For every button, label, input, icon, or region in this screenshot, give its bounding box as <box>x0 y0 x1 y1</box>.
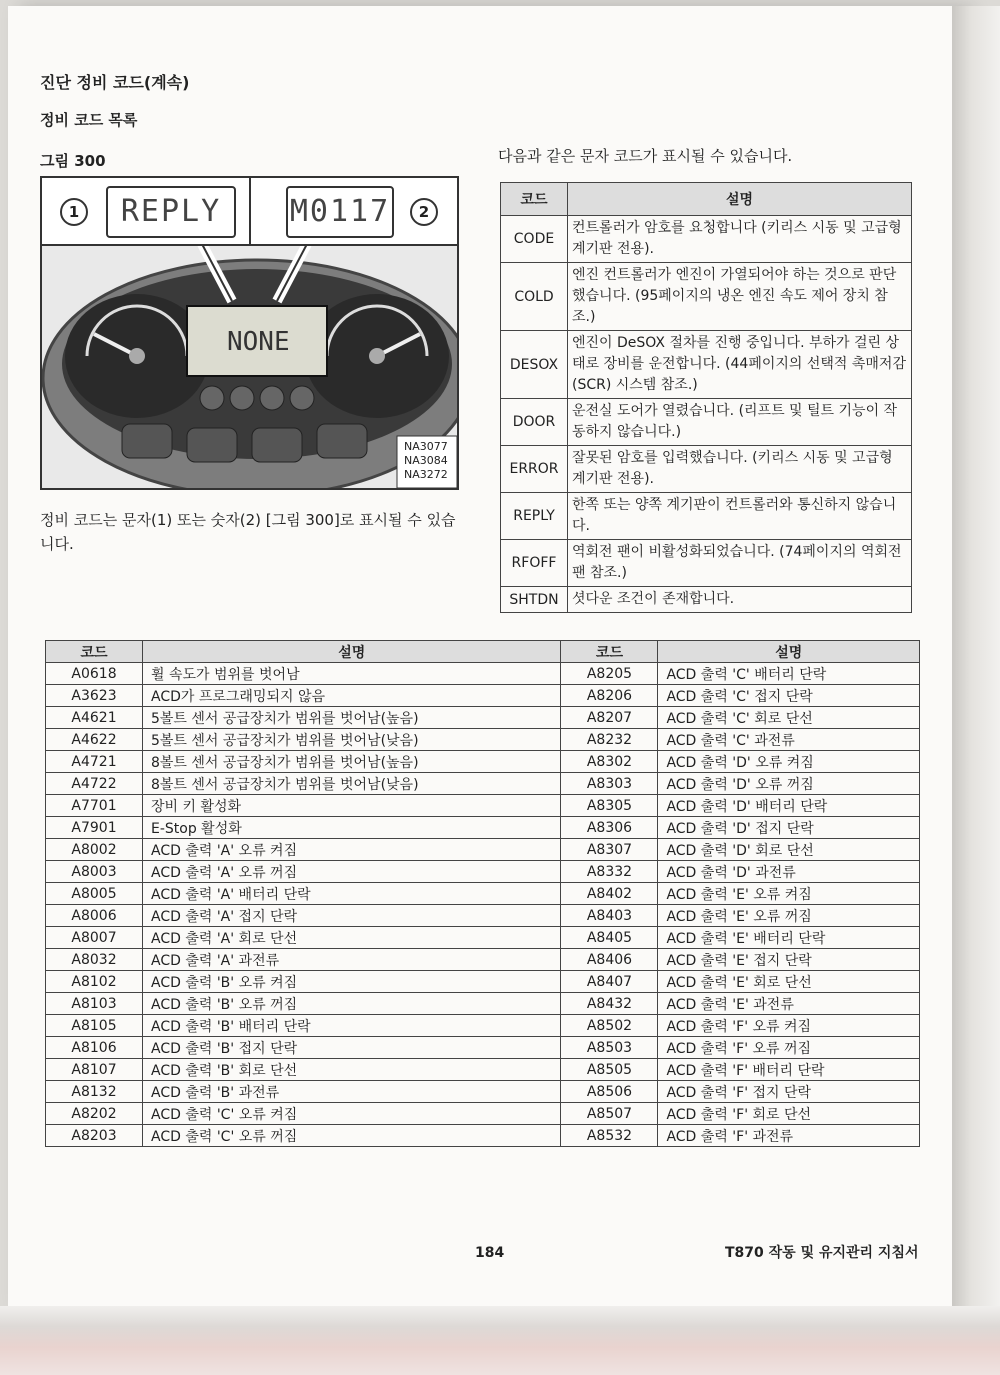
description-cell: 장비 키 활성화 <box>143 795 561 817</box>
description-cell: ACD 출력 'B' 접지 단락 <box>143 1037 561 1059</box>
code-cell: A4622 <box>46 729 143 751</box>
section-subtitle: 정비 코드 목록 <box>40 111 138 129</box>
table-row <box>501 216 912 263</box>
code-cell: A8207 <box>561 707 658 729</box>
description-cell: ACD 출력 'E' 배터리 단락 <box>658 927 920 949</box>
table-row <box>46 1015 920 1037</box>
svg-text:NONE: NONE <box>227 327 290 357</box>
table-row <box>46 927 920 949</box>
table-row <box>46 1037 920 1059</box>
description-cell: 8볼트 센서 공급장치가 범위를 벗어남(높음) <box>143 751 561 773</box>
code-cell: ERROR <box>501 446 568 493</box>
code-cell: A8406 <box>561 949 658 971</box>
description-cell: ACD 출력 'F' 회로 단선 <box>658 1103 920 1125</box>
code-cell: A8507 <box>561 1103 658 1125</box>
description-cell: ACD 출력 'E' 오류 꺼짐 <box>658 905 920 927</box>
code-cell: A4722 <box>46 773 143 795</box>
code-cell: A8032 <box>46 949 143 971</box>
instrument-panel-photo <box>42 246 457 488</box>
code-cell: A8506 <box>561 1081 658 1103</box>
code-cell: REPLY <box>501 493 568 540</box>
code-cell: A4721 <box>46 751 143 773</box>
column-header-code: 코드 <box>46 641 143 663</box>
code-cell: A8303 <box>561 773 658 795</box>
table-row <box>501 263 912 331</box>
code-cell: A8202 <box>46 1103 143 1125</box>
table-row <box>46 1103 920 1125</box>
code-cell: A8006 <box>46 905 143 927</box>
description-cell: ACD 출력 'B' 배터리 단락 <box>143 1015 561 1037</box>
svg-text:NA3272: NA3272 <box>404 468 448 481</box>
description-cell: ACD 출력 'A' 과전류 <box>143 949 561 971</box>
code-cell: A8205 <box>561 663 658 685</box>
description-cell: ACD 출력 'D' 오류 꺼짐 <box>658 773 920 795</box>
description-cell: 역회전 팬이 비활성화되었습니다. (74페이지의 역회전 팬 참조.) <box>568 540 912 587</box>
table-row <box>46 839 920 861</box>
code-cell: A8332 <box>561 861 658 883</box>
table-row <box>501 446 912 493</box>
table-row <box>46 663 920 685</box>
description-cell: ACD 출력 'C' 회로 단선 <box>658 707 920 729</box>
table-row <box>501 540 912 587</box>
description-cell: ACD 출력 'B' 회로 단선 <box>143 1059 561 1081</box>
description-cell: ACD 출력 'F' 과전류 <box>658 1125 920 1147</box>
description-cell: ACD 출력 'D' 회로 단선 <box>658 839 920 861</box>
description-cell: ACD 출력 'C' 접지 단락 <box>658 685 920 707</box>
figure-divider <box>249 178 251 244</box>
description-cell: 컨트롤러가 암호를 요청합니다 (키리스 시동 및 고급형 계기판 전용). <box>568 216 912 263</box>
callout-2-icon: 2 <box>410 198 438 226</box>
code-cell: CODE <box>501 216 568 263</box>
description-cell: 엔진이 DeSOX 절차를 진행 중입니다. 부하가 걸린 상태로 장비를 운전합니다. (44페이지의 선택적 촉매저감(SCR) 시스템 참조.) <box>568 331 912 399</box>
figure-note: 정비 코드는 문자(1) 또는 숫자(2) [그림 300]로 표시될 수 있습니다. <box>40 511 456 553</box>
description-cell: 8볼트 센서 공급장치가 범위를 벗어남(낮음) <box>143 773 561 795</box>
code-cell: A8405 <box>561 927 658 949</box>
code-cell: A8003 <box>46 861 143 883</box>
description-cell: ACD 출력 'D' 배터리 단락 <box>658 795 920 817</box>
table-row <box>501 587 912 613</box>
description-cell: ACD 출력 'D' 오류 켜짐 <box>658 751 920 773</box>
code-cell: A8305 <box>561 795 658 817</box>
callout-1-icon: 1 <box>60 198 88 226</box>
code-cell: A8132 <box>46 1081 143 1103</box>
description-cell: ACD 출력 'E' 회로 단선 <box>658 971 920 993</box>
code-cell: A8005 <box>46 883 143 905</box>
description-cell: ACD 출력 'B' 과전류 <box>143 1081 561 1103</box>
description-cell: ACD 출력 'F' 접지 단락 <box>658 1081 920 1103</box>
column-header-code: 코드 <box>561 641 658 663</box>
table-row <box>46 905 920 927</box>
table-row <box>46 751 920 773</box>
text-code-table <box>500 182 912 613</box>
code-cell: A7901 <box>46 817 143 839</box>
description-cell: ACD 출력 'C' 과전류 <box>658 729 920 751</box>
page-number: 184 <box>475 1245 505 1261</box>
description-cell: ACD 출력 'F' 오류 꺼짐 <box>658 1037 920 1059</box>
page-bottom-edge <box>0 1306 1000 1375</box>
code-cell: A8232 <box>561 729 658 751</box>
table-row <box>46 861 920 883</box>
code-cell: A8103 <box>46 993 143 1015</box>
description-cell: 엔진 컨트롤러가 엔진이 가열되어야 하는 것으로 판단했습니다. (95페이지의 냉온 엔진 속도 제어 장치 참조.) <box>568 263 912 331</box>
code-cell: A8307 <box>561 839 658 861</box>
table-header-row <box>501 183 912 216</box>
description-cell: ACD가 프로그래밍되지 않음 <box>143 685 561 707</box>
table-row <box>46 773 920 795</box>
code-cell: A8503 <box>561 1037 658 1059</box>
description-cell: ACD 출력 'E' 오류 켜짐 <box>658 883 920 905</box>
description-cell: 잘못된 암호를 입력했습니다. (키리스 시동 및 고급형 계기판 전용). <box>568 446 912 493</box>
table-row <box>46 1059 920 1081</box>
description-cell: ACD 출력 'A' 배터리 단락 <box>143 883 561 905</box>
instrument-panel-figure <box>40 176 459 490</box>
description-cell: ACD 출력 'A' 오류 켜짐 <box>143 839 561 861</box>
svg-text:NA3077: NA3077 <box>404 440 448 453</box>
lcd-alpha-display: REPLY <box>106 186 236 238</box>
description-cell: 휠 속도가 범위를 벗어남 <box>143 663 561 685</box>
code-cell: A8102 <box>46 971 143 993</box>
code-cell: A8407 <box>561 971 658 993</box>
table-row <box>46 1125 920 1147</box>
description-cell: ACD 출력 'A' 오류 꺼짐 <box>143 861 561 883</box>
code-cell: A8106 <box>46 1037 143 1059</box>
table-header-row <box>46 641 920 663</box>
code-cell: RFOFF <box>501 540 568 587</box>
intro-text: 다음과 같은 문자 코드가 표시될 수 있습니다. <box>498 147 793 165</box>
table-row <box>46 707 920 729</box>
table-row <box>46 1081 920 1103</box>
lcd-numeric-display: M0117 <box>286 186 394 238</box>
description-cell: ACD 출력 'E' 과전류 <box>658 993 920 1015</box>
table-row <box>46 971 920 993</box>
description-cell: ACD 출력 'F' 오류 켜짐 <box>658 1015 920 1037</box>
code-cell: A8532 <box>561 1125 658 1147</box>
description-cell: 셧다운 조건이 존재합니다. <box>568 587 912 613</box>
column-header-code: 코드 <box>501 183 568 216</box>
code-cell: A8502 <box>561 1015 658 1037</box>
table-row <box>46 883 920 905</box>
description-cell: ACD 출력 'E' 접지 단락 <box>658 949 920 971</box>
code-cell: A8206 <box>561 685 658 707</box>
table-row <box>46 949 920 971</box>
description-cell: ACD 출력 'C' 배터리 단락 <box>658 663 920 685</box>
description-cell: 운전실 도어가 열렸습니다. (리프트 및 틸트 기능이 작동하지 않습니다.) <box>568 399 912 446</box>
code-cell: A7701 <box>46 795 143 817</box>
description-cell: ACD 출력 'A' 접지 단락 <box>143 905 561 927</box>
description-cell: 5볼트 센서 공급장치가 범위를 벗어남(높음) <box>143 707 561 729</box>
page-binding-shadow <box>952 6 1000 1306</box>
figure-label: 그림 300 <box>40 152 106 170</box>
description-cell: 한쪽 또는 양쪽 계기판이 컨트롤러와 통신하지 않습니다. <box>568 493 912 540</box>
description-cell: ACD 출력 'D' 접지 단락 <box>658 817 920 839</box>
description-cell: ACD 출력 'A' 회로 단선 <box>143 927 561 949</box>
description-cell: E-Stop 활성화 <box>143 817 561 839</box>
table-row <box>46 817 920 839</box>
code-cell: A8107 <box>46 1059 143 1081</box>
service-code-table <box>45 640 920 1147</box>
description-cell: ACD 출력 'C' 오류 꺼짐 <box>143 1125 561 1147</box>
code-cell: A8306 <box>561 817 658 839</box>
column-header-desc: 설명 <box>658 641 920 663</box>
code-cell: A8105 <box>46 1015 143 1037</box>
column-header-desc: 설명 <box>568 183 912 216</box>
description-cell: ACD 출력 'B' 오류 켜짐 <box>143 971 561 993</box>
instrument-panel-illustration <box>42 246 457 488</box>
table-row <box>46 685 920 707</box>
code-cell: A0618 <box>46 663 143 685</box>
description-cell: ACD 출력 'C' 오류 켜짐 <box>143 1103 561 1125</box>
figure-callout-strip <box>42 178 457 246</box>
table-row <box>501 493 912 540</box>
code-cell: A8403 <box>561 905 658 927</box>
code-cell: A8432 <box>561 993 658 1015</box>
code-cell: A8402 <box>561 883 658 905</box>
code-cell: DESOX <box>501 331 568 399</box>
manual-title: T870 작동 및 유지관리 지침서 <box>725 1245 919 1261</box>
code-cell: A8002 <box>46 839 143 861</box>
code-cell: A4621 <box>46 707 143 729</box>
description-cell: 5볼트 센서 공급장치가 범위를 벗어남(낮음) <box>143 729 561 751</box>
column-header-desc: 설명 <box>143 641 561 663</box>
code-cell: A8505 <box>561 1059 658 1081</box>
svg-text:NA3084: NA3084 <box>404 454 448 467</box>
code-cell: A8007 <box>46 927 143 949</box>
code-cell: A8203 <box>46 1125 143 1147</box>
code-cell: A3623 <box>46 685 143 707</box>
description-cell: ACD 출력 'D' 과전류 <box>658 861 920 883</box>
table-row <box>46 729 920 751</box>
description-cell: ACD 출력 'F' 배터리 단락 <box>658 1059 920 1081</box>
table-row <box>501 399 912 446</box>
table-row <box>46 993 920 1015</box>
table-row <box>501 331 912 399</box>
table-row <box>46 795 920 817</box>
section-title: 진단 정비 코드(계속) <box>40 73 190 92</box>
code-cell: DOOR <box>501 399 568 446</box>
code-cell: COLD <box>501 263 568 331</box>
code-cell: A8302 <box>561 751 658 773</box>
description-cell: ACD 출력 'B' 오류 꺼짐 <box>143 993 561 1015</box>
code-cell: SHTDN <box>501 587 568 613</box>
